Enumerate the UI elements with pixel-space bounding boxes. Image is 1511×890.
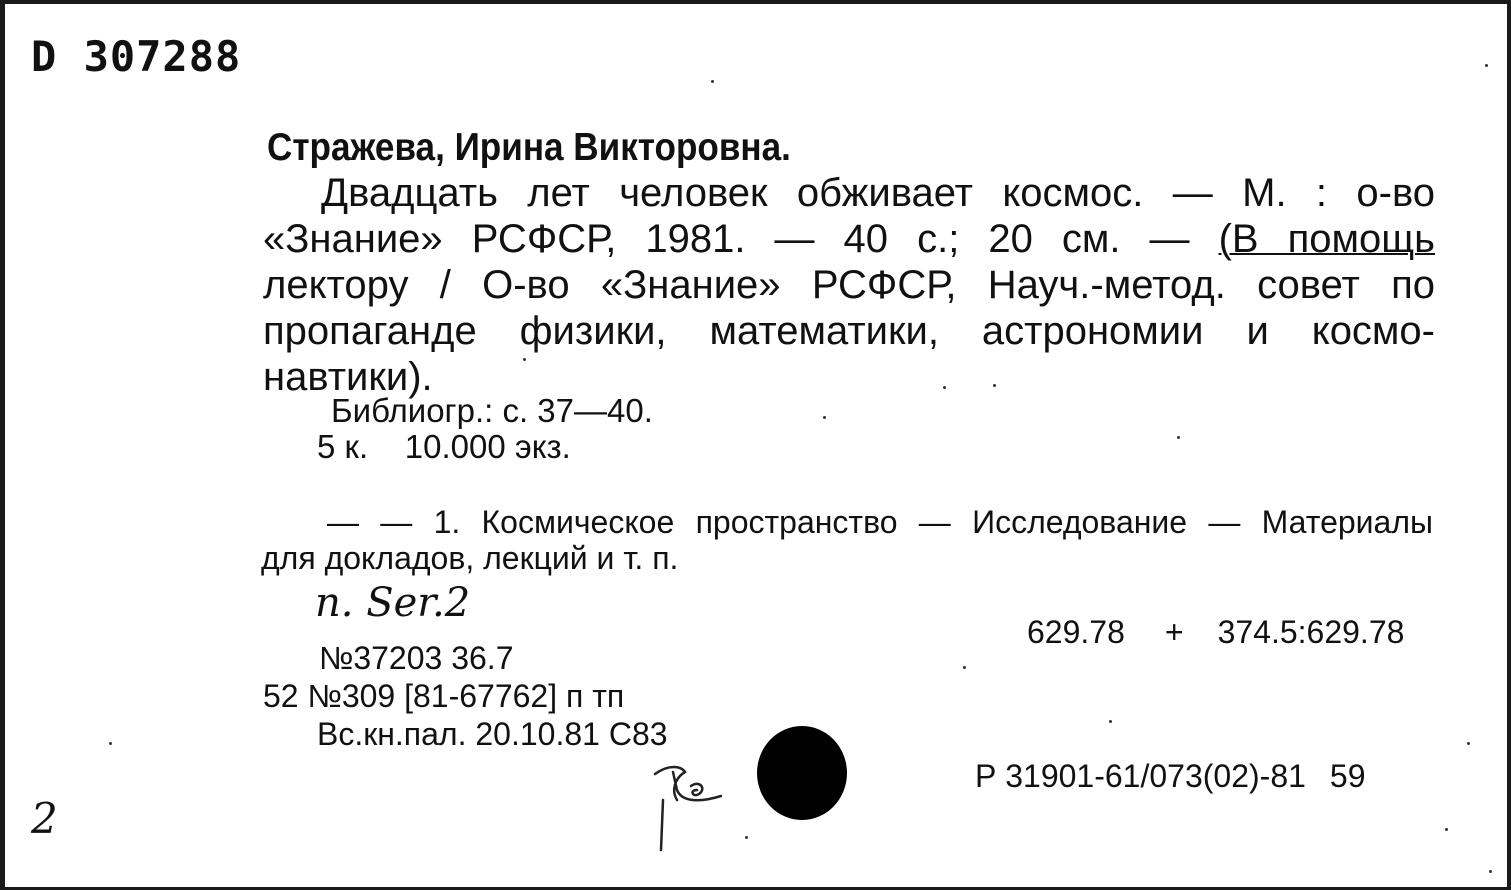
speck: [823, 416, 826, 419]
handwritten-scribble-icon: [651, 760, 731, 856]
handwritten-note: п. Ser.2: [315, 580, 471, 626]
speck: [1467, 742, 1470, 745]
speck: [943, 386, 946, 389]
bibliography-note: Библиогр.: с. 37—40.: [331, 392, 653, 429]
speck: [993, 384, 996, 387]
description-line-2-text: «Знание» РСФСР, 1981. — 40 с.; 20 см. —: [263, 217, 1219, 261]
accession-number: D 307288: [31, 32, 242, 81]
udc-plus: +: [1164, 614, 1184, 650]
number-line-2: 52 №309 [81-67762] п тп: [263, 678, 625, 714]
speck: [109, 742, 112, 745]
description-line-1: Двадцать лет человек обживает космос. — М. : о-во: [321, 171, 1435, 215]
number-line-3: Вс.кн.пал. 20.10.81 С83: [317, 716, 668, 752]
speck: [711, 80, 714, 83]
udc-classification: [1027, 614, 1404, 651]
speck: [1485, 64, 1488, 67]
margin-mark: 2: [31, 794, 58, 843]
number-line-1: №37203 36.7: [319, 640, 514, 676]
subject-line-1: — — 1. Космическое пространство — Исследование — Материалы: [327, 504, 1433, 540]
copies-note: 5 к. 10.000 экз.: [317, 428, 571, 465]
bibliographic-description: [263, 170, 1435, 400]
series-underlined: (В помощь: [1218, 217, 1435, 261]
catalog-code-text: Р 31901-61/073(02)-81: [975, 758, 1306, 794]
description-line-3: лектору / О-во «Знание» РСФСР, Науч.-метод. совет по: [263, 263, 1435, 307]
speck: [523, 358, 526, 361]
speck: [1177, 436, 1180, 439]
description-line-4: пропаганде физики, математики, астрономии и космо-: [263, 309, 1435, 353]
speck: [745, 836, 748, 839]
author-heading: Стражева, Ирина Викторовна.: [267, 126, 791, 169]
description-line-2: [263, 216, 1435, 262]
udc-left: 629.78: [1027, 614, 1125, 650]
udc-right: 374.5:629.78: [1217, 614, 1405, 650]
speck: [1445, 828, 1448, 831]
speck: [963, 666, 966, 669]
punch-hole: [757, 726, 847, 820]
speck: [1489, 870, 1492, 873]
catalog-page: 59: [1329, 758, 1366, 794]
speck: [1109, 720, 1112, 723]
description-line-5: навтики).: [263, 355, 433, 399]
catalog-code: [975, 758, 1366, 795]
subject-heading: [261, 504, 1433, 576]
subject-line-2: для докладов, лекций и т. п.: [261, 540, 679, 576]
